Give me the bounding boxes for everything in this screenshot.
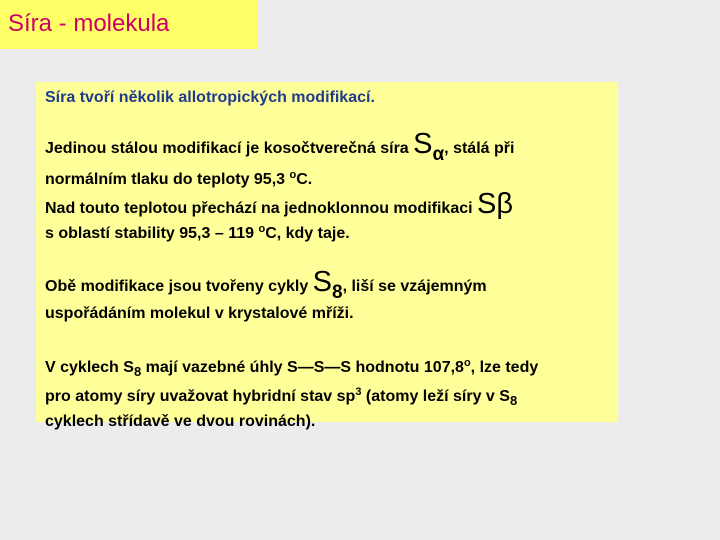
p4-l1-sup: o bbox=[463, 357, 471, 369]
p4-l1-a: V cyklech S bbox=[45, 359, 134, 376]
p1-symbol-sub: α bbox=[432, 144, 445, 165]
slide-title: Síra - molekula bbox=[8, 10, 170, 37]
p2-line2-before: s oblastí stability 95,3 – 119 bbox=[45, 225, 259, 242]
p1-line2-after: C. bbox=[296, 171, 313, 188]
p2-degree-sup: o bbox=[258, 223, 266, 235]
p1-text-before: Jedinou stálou modifikací je kosočtverečná síra bbox=[45, 140, 414, 157]
intro-paragraph bbox=[45, 87, 375, 108]
p4-l3: cyklech střídavě ve dvou rovinách). bbox=[45, 413, 316, 430]
p4-l1-b: mají vazebné úhly S—S—S hodnotu 107,8 bbox=[141, 359, 464, 376]
p4-l2-sub: 8 bbox=[509, 393, 518, 408]
intro-text: Síra tvoří několik allotropických modifikací. bbox=[45, 89, 375, 106]
paragraph-bond-angles bbox=[45, 353, 538, 432]
p1-text-after: , stálá při bbox=[444, 140, 515, 157]
p4-l1-c: , lze tedy bbox=[470, 359, 539, 376]
p4-l1-sub: 8 bbox=[133, 364, 142, 379]
content-box bbox=[36, 82, 618, 430]
p1-symbol: S bbox=[413, 128, 433, 160]
title-box bbox=[0, 0, 258, 49]
p3-text-after: , liší se vzájemným bbox=[342, 278, 487, 295]
p3-symbol-sub: 8 bbox=[332, 282, 343, 303]
paragraph-cycles bbox=[45, 266, 487, 324]
p1-degree-sup: o bbox=[289, 169, 297, 181]
p2-symbol: Sβ bbox=[477, 188, 514, 220]
p3-symbol: S bbox=[312, 266, 332, 298]
paragraph-stable-modification bbox=[45, 128, 515, 190]
p4-l2-sup: 3 bbox=[355, 386, 362, 398]
p3-text-before: Obě modifikace jsou tvořeny cykly bbox=[45, 278, 313, 295]
paragraph-monoclinic-modification bbox=[45, 188, 514, 244]
p2-line1: Nad touto teplotou přechází na jednoklonnou modifikaci bbox=[45, 200, 478, 217]
p3-line2: uspořádáním molekul v krystalové mříži. bbox=[45, 305, 354, 322]
p4-l2-a: pro atomy síry uvažovat hybridní stav sp bbox=[45, 388, 356, 405]
p4-l2-b: (atomy leží síry v S bbox=[361, 388, 510, 405]
p2-line2-after: C, kdy taje. bbox=[265, 225, 350, 242]
p1-line2-before: normálním tlaku do teploty 95,3 bbox=[45, 171, 290, 188]
